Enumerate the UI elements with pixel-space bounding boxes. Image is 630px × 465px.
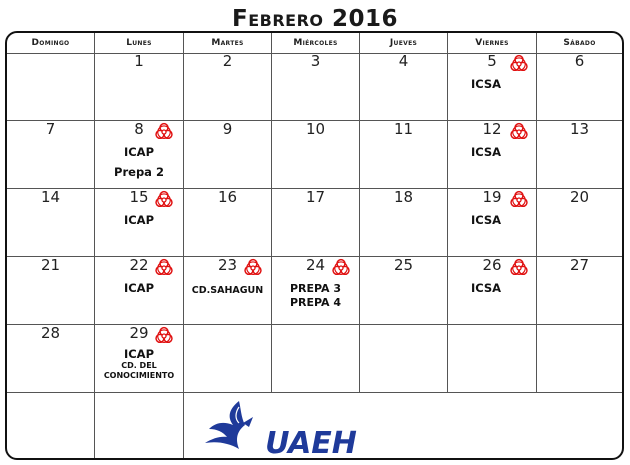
calendar-cell[interactable] [448,121,537,189]
day-number: 8 [134,120,144,138]
day-number: 12 [482,120,502,138]
day-number: 17 [305,188,326,206]
biohazard-icon [242,257,264,279]
day-number: 20 [569,188,590,206]
calendar-cell[interactable] [360,53,448,121]
event-label: ICAP [123,347,155,361]
event-label: ICSA [470,281,502,295]
calendar-cell[interactable] [448,53,537,121]
day-number: 25 [393,256,414,274]
calendar-cell[interactable] [537,325,622,393]
day-number: 11 [393,120,414,138]
biohazard-icon [508,189,530,211]
weekday-header: Jueves [360,33,448,53]
calendar-cell[interactable] [537,189,622,257]
weekday-header: Martes [184,33,272,53]
calendar-cell[interactable] [537,121,622,189]
day-number: 29 [129,324,149,342]
event-label: ICSA [470,77,502,91]
uaeh-logo [187,399,419,459]
day-number: 4 [398,52,409,70]
day-number: 18 [393,188,414,206]
calendar-grid [5,31,624,460]
calendar-cell[interactable] [95,257,184,325]
biohazard-icon [153,325,175,347]
day-number: 21 [40,256,61,274]
calendar-cell[interactable] [7,393,95,459]
calendar-cell[interactable] [7,53,95,121]
calendar-cell[interactable] [360,257,448,325]
calendar-cell[interactable] [7,189,95,257]
calendar-cell[interactable] [537,257,622,325]
calendar-cell[interactable] [448,257,537,325]
calendar-title: Febrero 2016 [231,6,399,32]
calendar-cell[interactable] [537,53,622,121]
logo-text: UAEH [265,426,357,459]
weekday-header: Miércoles [272,33,360,53]
calendar-cell[interactable] [95,189,184,257]
calendar-cell[interactable] [95,121,184,189]
event-label: ICAP [123,281,155,295]
event-label: CD. DEL [121,361,157,370]
day-number: 1 [134,52,144,70]
event-label: PREPA 4 [289,296,342,309]
biohazard-icon [508,121,530,143]
event-label: CD.SAHAGUN [191,285,264,296]
day-number: 23 [217,256,238,274]
calendar-cell[interactable] [272,325,360,393]
day-number: 27 [569,256,590,274]
calendar-cell[interactable] [448,189,537,257]
calendar-cell[interactable] [7,325,95,393]
calendar-cell[interactable] [184,257,272,325]
biohazard-icon [153,189,175,211]
day-number: 26 [482,256,502,274]
calendar-cell[interactable] [272,121,360,189]
event-label: ICAP [123,145,155,159]
weekday-header: Domingo [7,33,95,53]
weekday-header: Sábado [563,38,596,48]
calendar-cell[interactable] [184,189,272,257]
event-label: ICAP [123,213,155,227]
calendar-cell[interactable] [448,325,537,393]
biohazard-icon [330,257,352,279]
biohazard-icon [508,53,530,75]
calendar-cell[interactable] [360,189,448,257]
biohazard-icon [153,257,175,279]
day-number: 28 [40,324,61,342]
day-number: 6 [574,52,585,70]
day-number: 13 [569,120,590,138]
day-number: 3 [310,52,321,70]
day-number: 14 [40,188,61,206]
day-number: 7 [45,120,56,138]
day-number: 24 [305,256,326,274]
calendar-cell[interactable] [184,53,272,121]
event-label: PREPA 3 [289,282,342,295]
calendar-cell[interactable] [184,121,272,189]
event-label: Prepa 2 [114,165,164,179]
biohazard-icon [153,121,175,143]
weekday-header: Viernes [448,33,537,53]
weekday-header: Lunes [95,33,184,53]
calendar-cell[interactable] [360,121,448,189]
event-label: ICSA [470,213,502,227]
day-number: 16 [217,188,238,206]
calendar-cell[interactable] [360,325,448,393]
calendar-cell[interactable] [272,53,360,121]
calendar-cell[interactable] [95,325,184,393]
day-number: 5 [487,52,497,70]
day-number: 15 [129,188,149,206]
calendar-cell[interactable] [95,53,184,121]
day-number: 10 [305,120,326,138]
calendar-cell[interactable] [272,189,360,257]
calendar-cell[interactable] [272,257,360,325]
day-number: 9 [222,120,233,138]
calendar-cell[interactable] [7,121,95,189]
event-label: CONOCIMIENTO [103,371,175,380]
event-label: ICSA [470,145,502,159]
biohazard-icon [508,257,530,279]
calendar-cell[interactable] [95,393,184,459]
day-number: 2 [222,52,233,70]
day-number: 22 [129,256,149,274]
calendar-cell[interactable] [7,257,95,325]
calendar-cell[interactable] [184,325,272,393]
day-number: 19 [482,188,502,206]
